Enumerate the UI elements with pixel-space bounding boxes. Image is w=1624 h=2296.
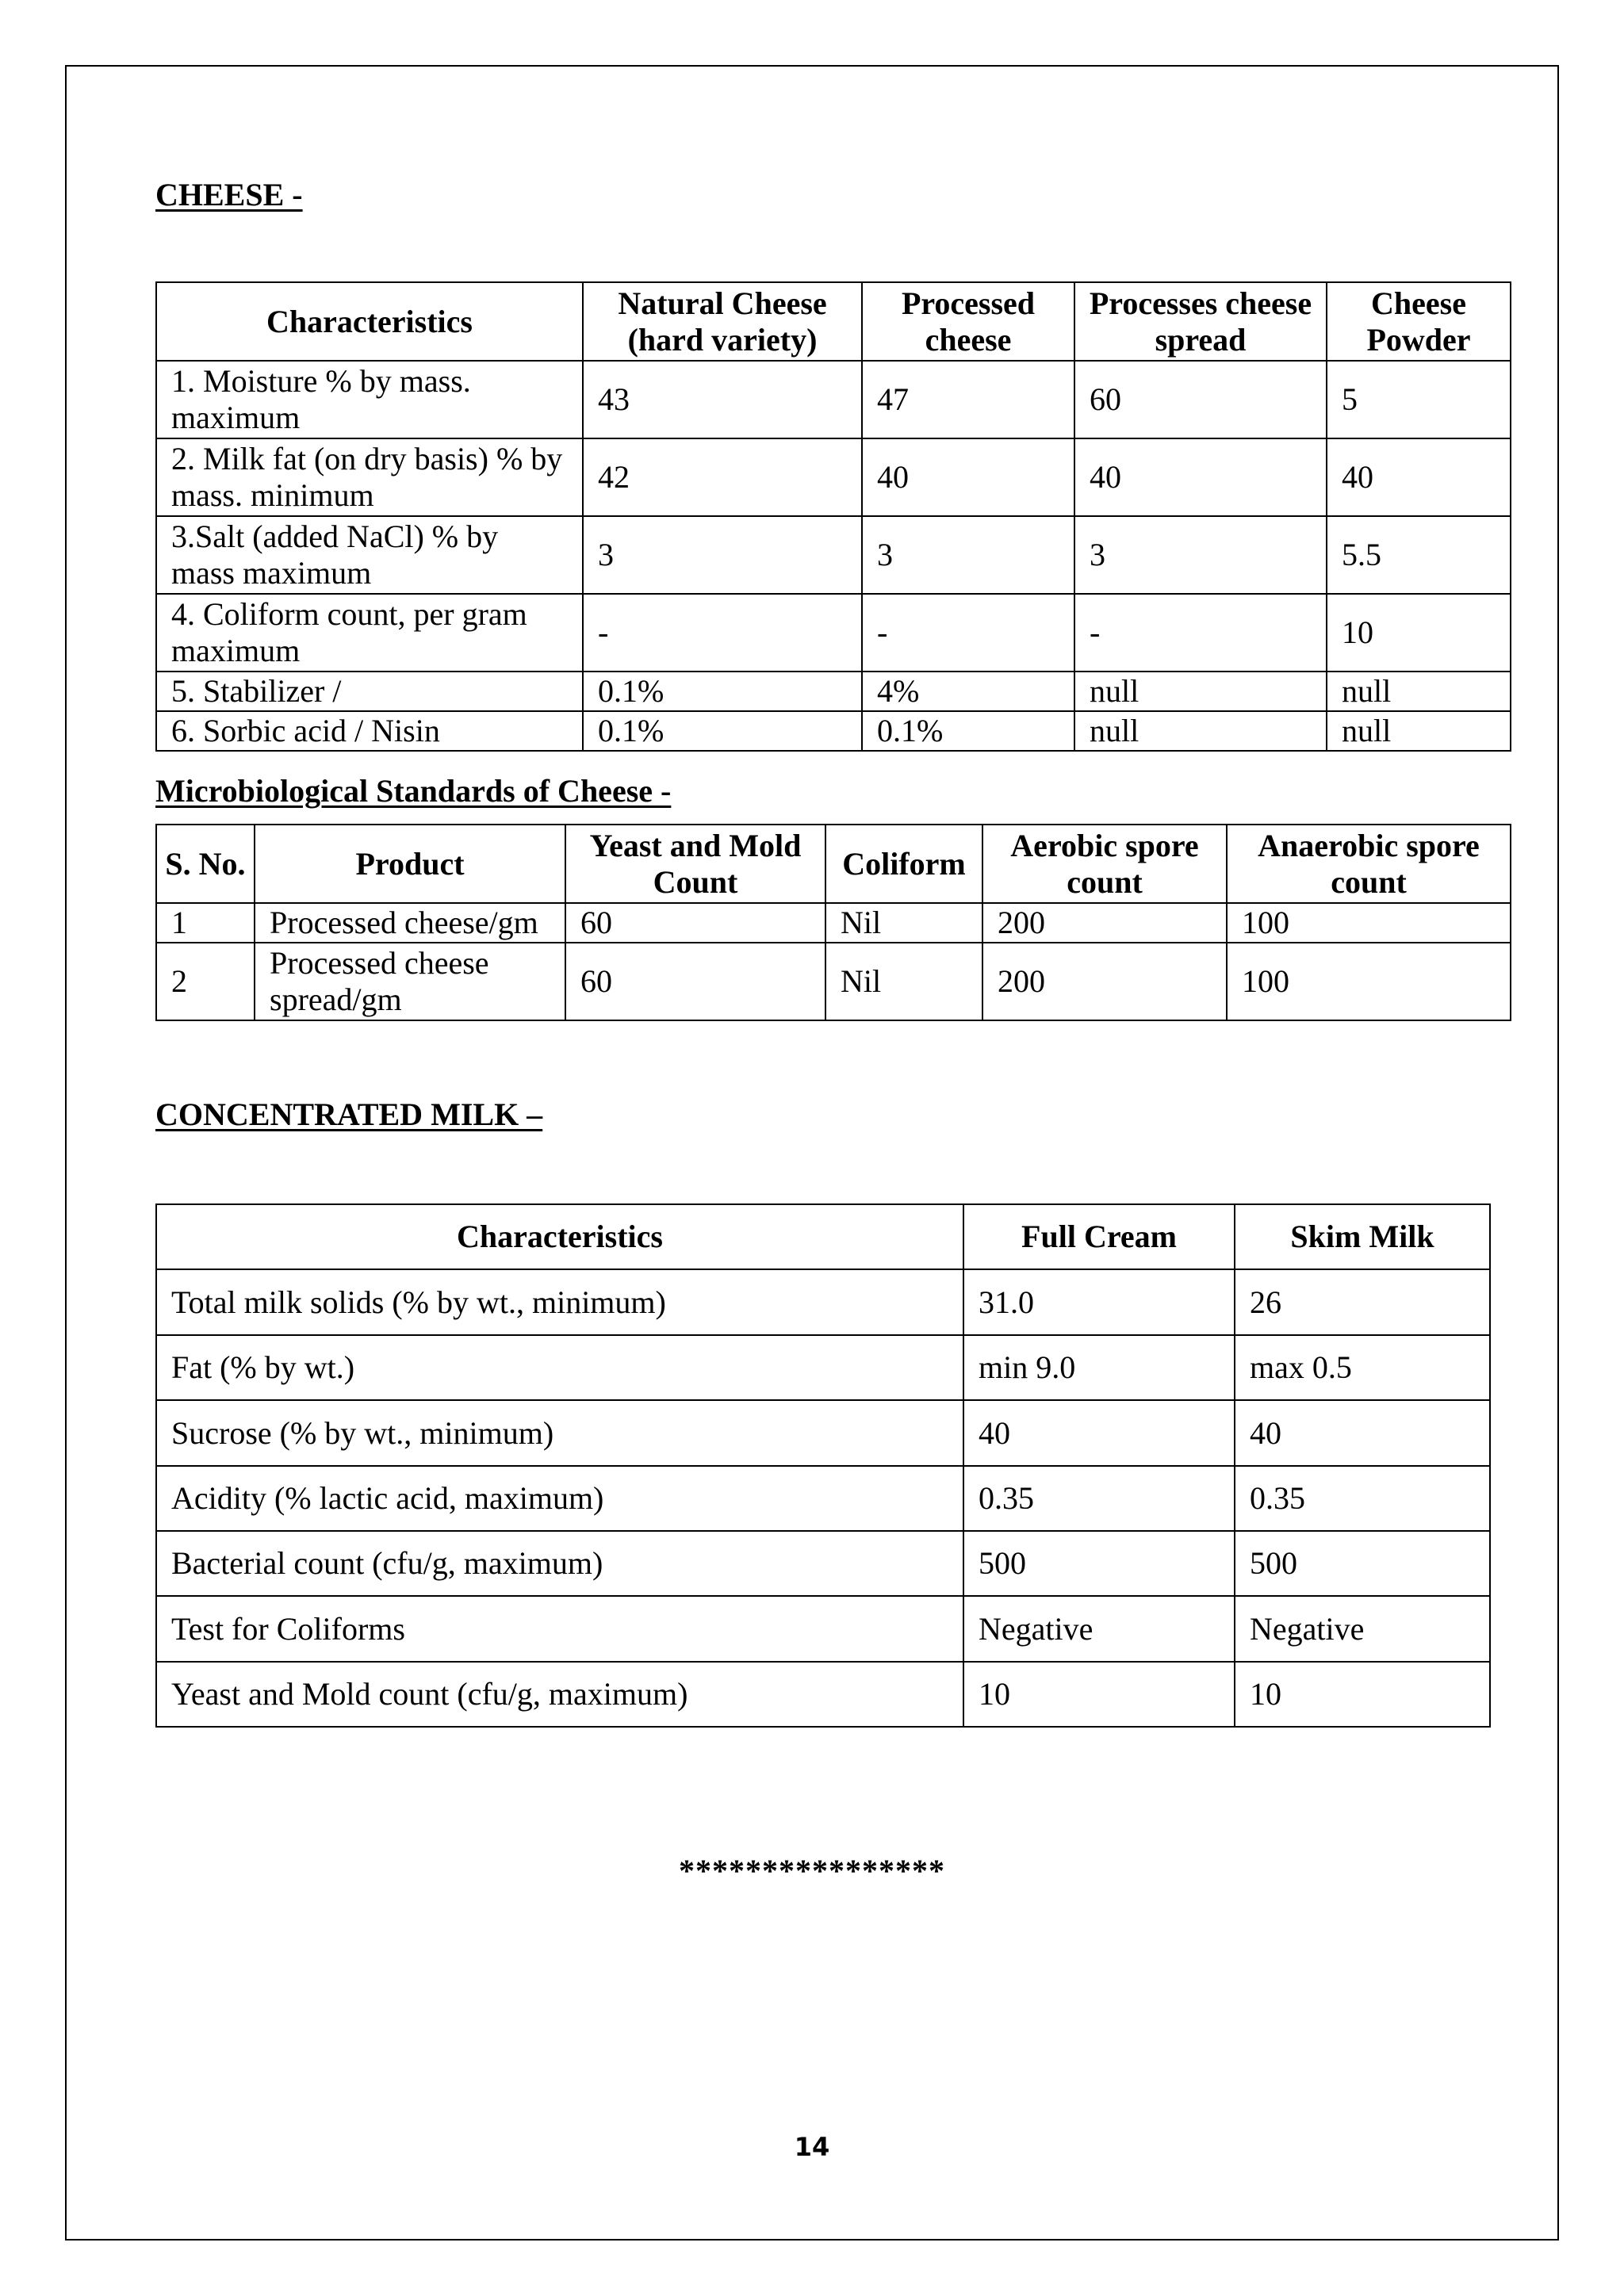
column-header: Yeast and Mold Count [565, 825, 825, 903]
value-cell: null [1074, 711, 1327, 751]
value-cell: 10 [1235, 1662, 1490, 1727]
column-header: Anaerobic spore count [1227, 825, 1511, 903]
value-cell: 200 [982, 903, 1227, 943]
characteristic-cell: Acidity (% lactic acid, maximum) [156, 1466, 963, 1531]
value-cell: 500 [963, 1531, 1235, 1596]
value-cell: 5.5 [1327, 516, 1511, 594]
characteristic-cell: Fat (% by wt.) [156, 1335, 963, 1400]
table-row [156, 1400, 1490, 1466]
table-row [156, 438, 1511, 516]
value-cell: 60 [565, 903, 825, 943]
table-row [156, 943, 1511, 1020]
cheese-heading: CHEESE - [155, 177, 303, 212]
value-cell: min 9.0 [963, 1335, 1235, 1400]
value-cell: 100 [1227, 903, 1511, 943]
value-cell: 40 [1235, 1400, 1490, 1466]
value-cell: 200 [982, 943, 1227, 1020]
micro-header-row [156, 825, 1511, 903]
table-row [156, 711, 1511, 751]
value-cell: Negative [963, 1596, 1235, 1662]
column-header: Cheese Powder [1327, 282, 1511, 361]
characteristic-cell: 3.Salt (added NaCl) % by mass maximum [156, 516, 583, 594]
table-row [156, 516, 1511, 594]
value-cell: 4% [862, 672, 1074, 711]
value-cell: 40 [1074, 438, 1327, 516]
column-header: S. No. [156, 825, 255, 903]
column-header: Coliform [825, 825, 982, 903]
value-cell: 60 [565, 943, 825, 1020]
value-cell: 40 [862, 438, 1074, 516]
value-cell: Nil [825, 943, 982, 1020]
page-number: 14 [794, 2132, 830, 2162]
column-header: Skim Milk [1235, 1204, 1490, 1269]
table-row [156, 1269, 1490, 1335]
value-cell: 10 [1327, 594, 1511, 672]
value-cell: null [1074, 672, 1327, 711]
table-row [156, 1662, 1490, 1727]
milk-table [155, 1203, 1491, 1728]
table-row [156, 1335, 1490, 1400]
micro-table [155, 824, 1511, 1021]
characteristic-cell: 6. Sorbic acid / Nisin [156, 711, 583, 751]
product-cell: Processed cheese spread/gm [255, 943, 565, 1020]
value-cell: 60 [1074, 361, 1327, 438]
characteristic-cell: Yeast and Mold count (cfu/g, maximum) [156, 1662, 963, 1727]
value-cell: 5 [1327, 361, 1511, 438]
value-cell: Nil [825, 903, 982, 943]
value-cell: 42 [583, 438, 862, 516]
milk-header-row [156, 1204, 1490, 1269]
column-header: Characteristics [156, 282, 583, 361]
serial-cell: 2 [156, 943, 255, 1020]
value-cell: 3 [1074, 516, 1327, 594]
column-header: Natural Cheese (hard variety) [583, 282, 862, 361]
value-cell: 0.35 [963, 1466, 1235, 1531]
characteristic-cell: Sucrose (% by wt., minimum) [156, 1400, 963, 1466]
section-divider-stars: **************** [679, 1853, 945, 1888]
value-cell: 500 [1235, 1531, 1490, 1596]
characteristic-cell: 2. Milk fat (on dry basis) % by mass. minimum [156, 438, 583, 516]
characteristic-cell: Total milk solids (% by wt., minimum) [156, 1269, 963, 1335]
value-cell: 47 [862, 361, 1074, 438]
value-cell: Negative [1235, 1596, 1490, 1662]
column-header: Processed cheese [862, 282, 1074, 361]
characteristic-cell: 1. Moisture % by mass. maximum [156, 361, 583, 438]
value-cell: 40 [1327, 438, 1511, 516]
value-cell: - [1074, 594, 1327, 672]
value-cell: 31.0 [963, 1269, 1235, 1335]
value-cell: 0.35 [1235, 1466, 1490, 1531]
value-cell: 26 [1235, 1269, 1490, 1335]
characteristic-cell: 5. Stabilizer / [156, 672, 583, 711]
value-cell: 0.1% [583, 711, 862, 751]
table-row [156, 903, 1511, 943]
cheese-table [155, 281, 1511, 752]
value-cell: null [1327, 711, 1511, 751]
value-cell: 0.1% [862, 711, 1074, 751]
column-header: Characteristics [156, 1204, 963, 1269]
value-cell: 40 [963, 1400, 1235, 1466]
table-row [156, 1466, 1490, 1531]
value-cell: 43 [583, 361, 862, 438]
value-cell: 3 [862, 516, 1074, 594]
value-cell: max 0.5 [1235, 1335, 1490, 1400]
characteristic-cell: 4. Coliform count, per gram maximum [156, 594, 583, 672]
milk-heading: CONCENTRATED MILK – [155, 1096, 543, 1132]
value-cell: null [1327, 672, 1511, 711]
cheese-header-row [156, 282, 1511, 361]
table-row [156, 1596, 1490, 1662]
value-cell: - [583, 594, 862, 672]
serial-cell: 1 [156, 903, 255, 943]
table-row [156, 361, 1511, 438]
value-cell: 100 [1227, 943, 1511, 1020]
characteristic-cell: Test for Coliforms [156, 1596, 963, 1662]
micro-heading: Microbiological Standards of Cheese - [155, 773, 672, 809]
table-row [156, 1531, 1490, 1596]
table-row [156, 594, 1511, 672]
column-header: Full Cream [963, 1204, 1235, 1269]
column-header: Processes cheese spread [1074, 282, 1327, 361]
value-cell: - [862, 594, 1074, 672]
characteristic-cell: Bacterial count (cfu/g, maximum) [156, 1531, 963, 1596]
value-cell: 0.1% [583, 672, 862, 711]
value-cell: 3 [583, 516, 862, 594]
column-header: Aerobic spore count [982, 825, 1227, 903]
table-row [156, 672, 1511, 711]
product-cell: Processed cheese/gm [255, 903, 565, 943]
column-header: Product [255, 825, 565, 903]
value-cell: 10 [963, 1662, 1235, 1727]
